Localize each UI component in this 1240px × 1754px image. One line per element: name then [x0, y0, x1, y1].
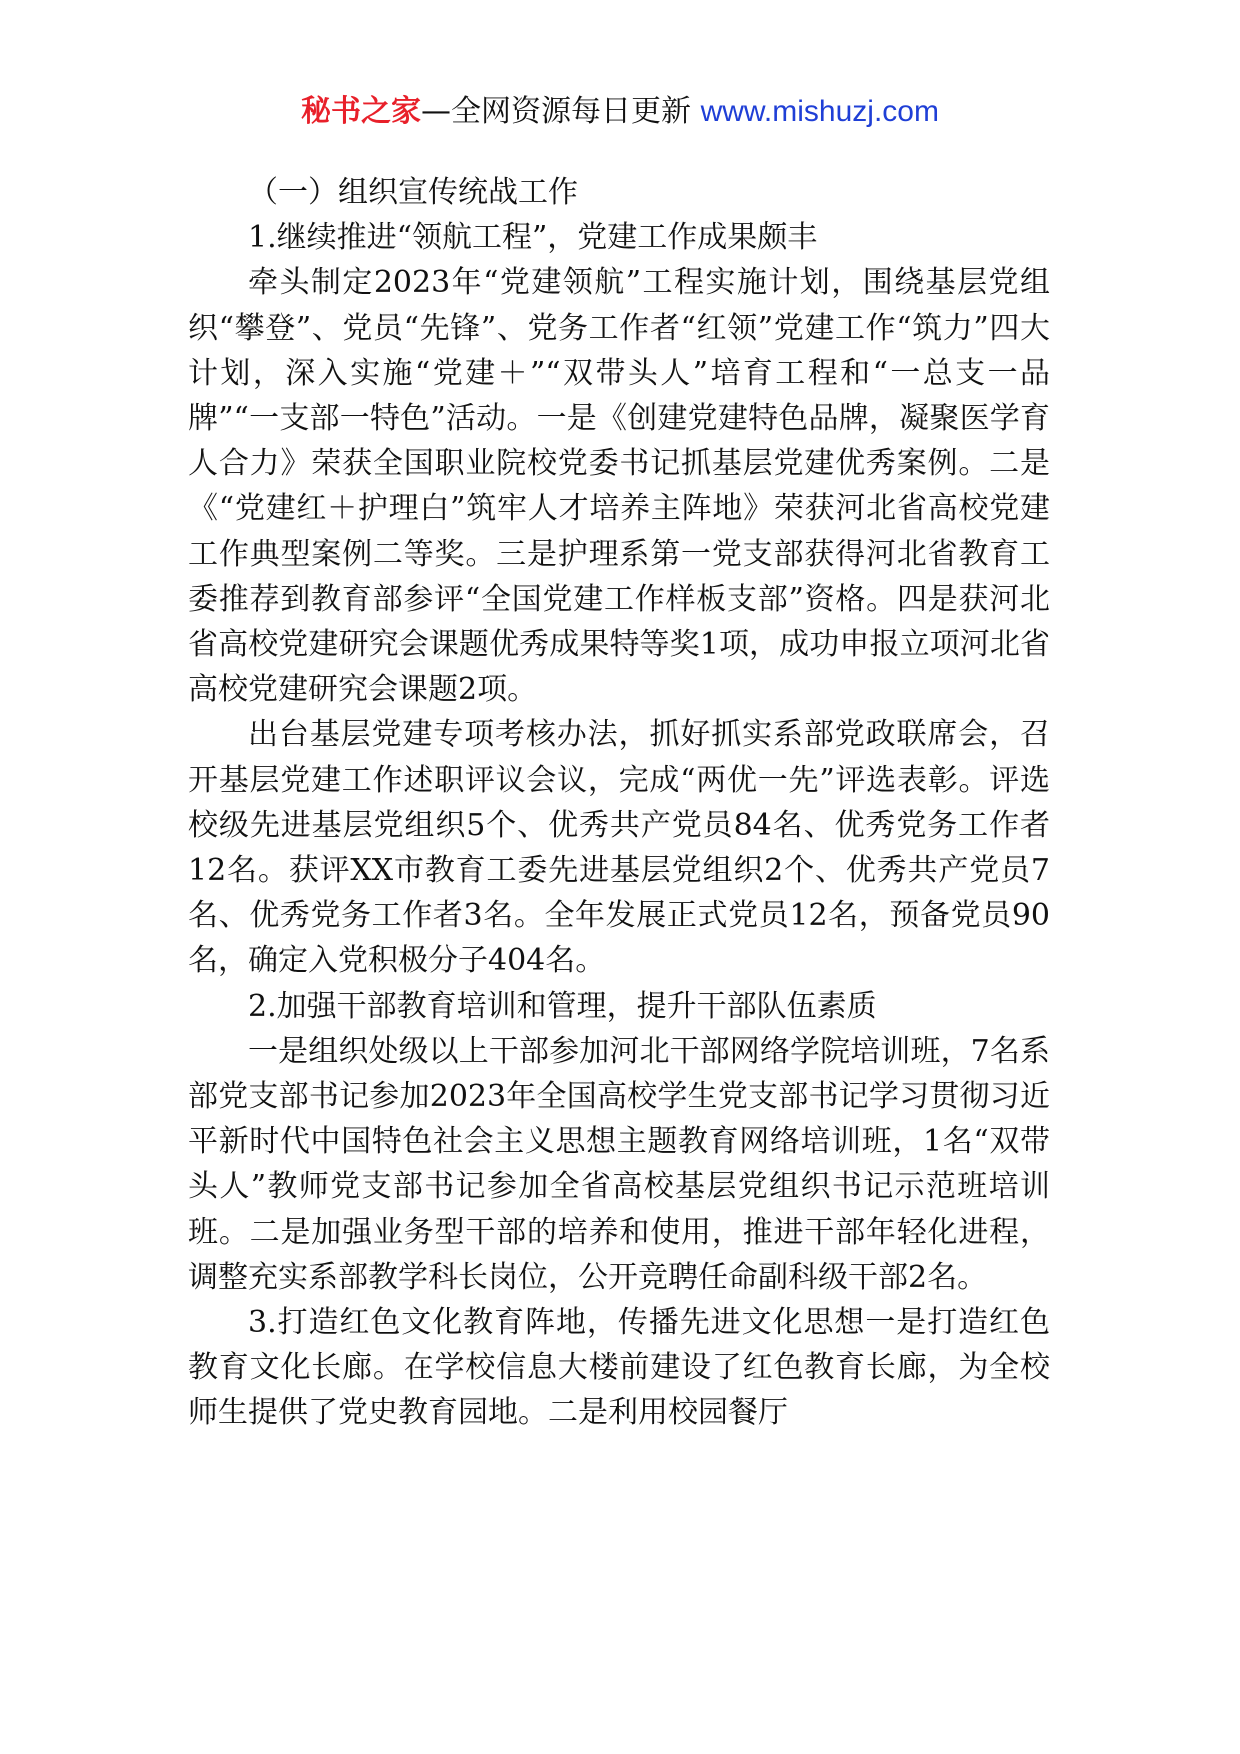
document-body [188, 170, 1050, 1436]
site-header [0, 92, 1240, 132]
subsection-title-2: 2.加强干部教育培训和管理，提升干部队伍素质 [248, 988, 877, 1024]
paragraph-3: 一是组织处级以上干部参加河北干部网络学院培训班，7名系部党支部书记参加2023年全国高校学生党支部书记学习贯彻习近平新时代中国特色社会主义思想主题教育网络培训班，1名“双带头人”教师党支部书记参加全省高校基层党组织书记示范班培训班。二是加强业务型干部的培养和使用，推进干部年轻化进程，调整充实系部教学科长岗位，公开竞聘任命副科级干部2名。 [188, 1033, 1050, 1295]
paragraph-2: 出台基层党建专项考核办法，抓好抓实系部党政联席会，召开基层党建工作述职评议会议，完成“两优一先”评选表彰。评选校级先进基层党组织5个、优秀共产党员84名、优秀党务工作者12名。获评XX市教育工委先进基层党组织2个、优秀共产党员7名、优秀党务工作者3名。全年发展正式党员12名，预备党员90名，确定入党积极分子404名。 [188, 717, 1050, 979]
section-title: （一）组织宣传统战工作 [248, 175, 578, 210]
subsection-title-1: 1.继续推进“领航工程”，党建工作成果颇丰 [248, 220, 818, 256]
site-tagline: —全网资源每日更新 [421, 94, 692, 129]
site-url-link[interactable]: www.mishuzj.com [700, 95, 939, 128]
paragraph-1: 牵头制定2023年“党建领航”工程实施计划，围绕基层党组织“攀登”、党员“先锋”、党务工作者“红领”党建工作“筑力”四大计划，深入实施“党建＋”“双带头人”培育工程和“一总支一品牌”“一支部一特色”活动。一是《创建党建特色品牌，凝聚医学育人合力》荣获全国职业院校党委书记抓基层党建优秀案例。二是《“党建红＋护理白”筑牢人才培养主阵地》荣获河北省高校党建工作典型案例二等奖。三是护理系第一党支部获得河北省教育工委推荐到教育部参评“全国党建工作样板支部”资格。四是获河北省高校党建研究会课题优秀成果特等奖1项，成功申报立项河北省高校党建研究会课题2项。 [188, 265, 1050, 708]
site-brand: 秘书之家 [301, 94, 422, 129]
paragraph-4: 3.打造红色文化教育阵地，传播先进文化思想一是打造红色教育文化长廊。在学校信息大楼前建设了红色教育长廊，为全校师生提供了党史教育园地。二是利用校园餐厅 [188, 1305, 1050, 1431]
